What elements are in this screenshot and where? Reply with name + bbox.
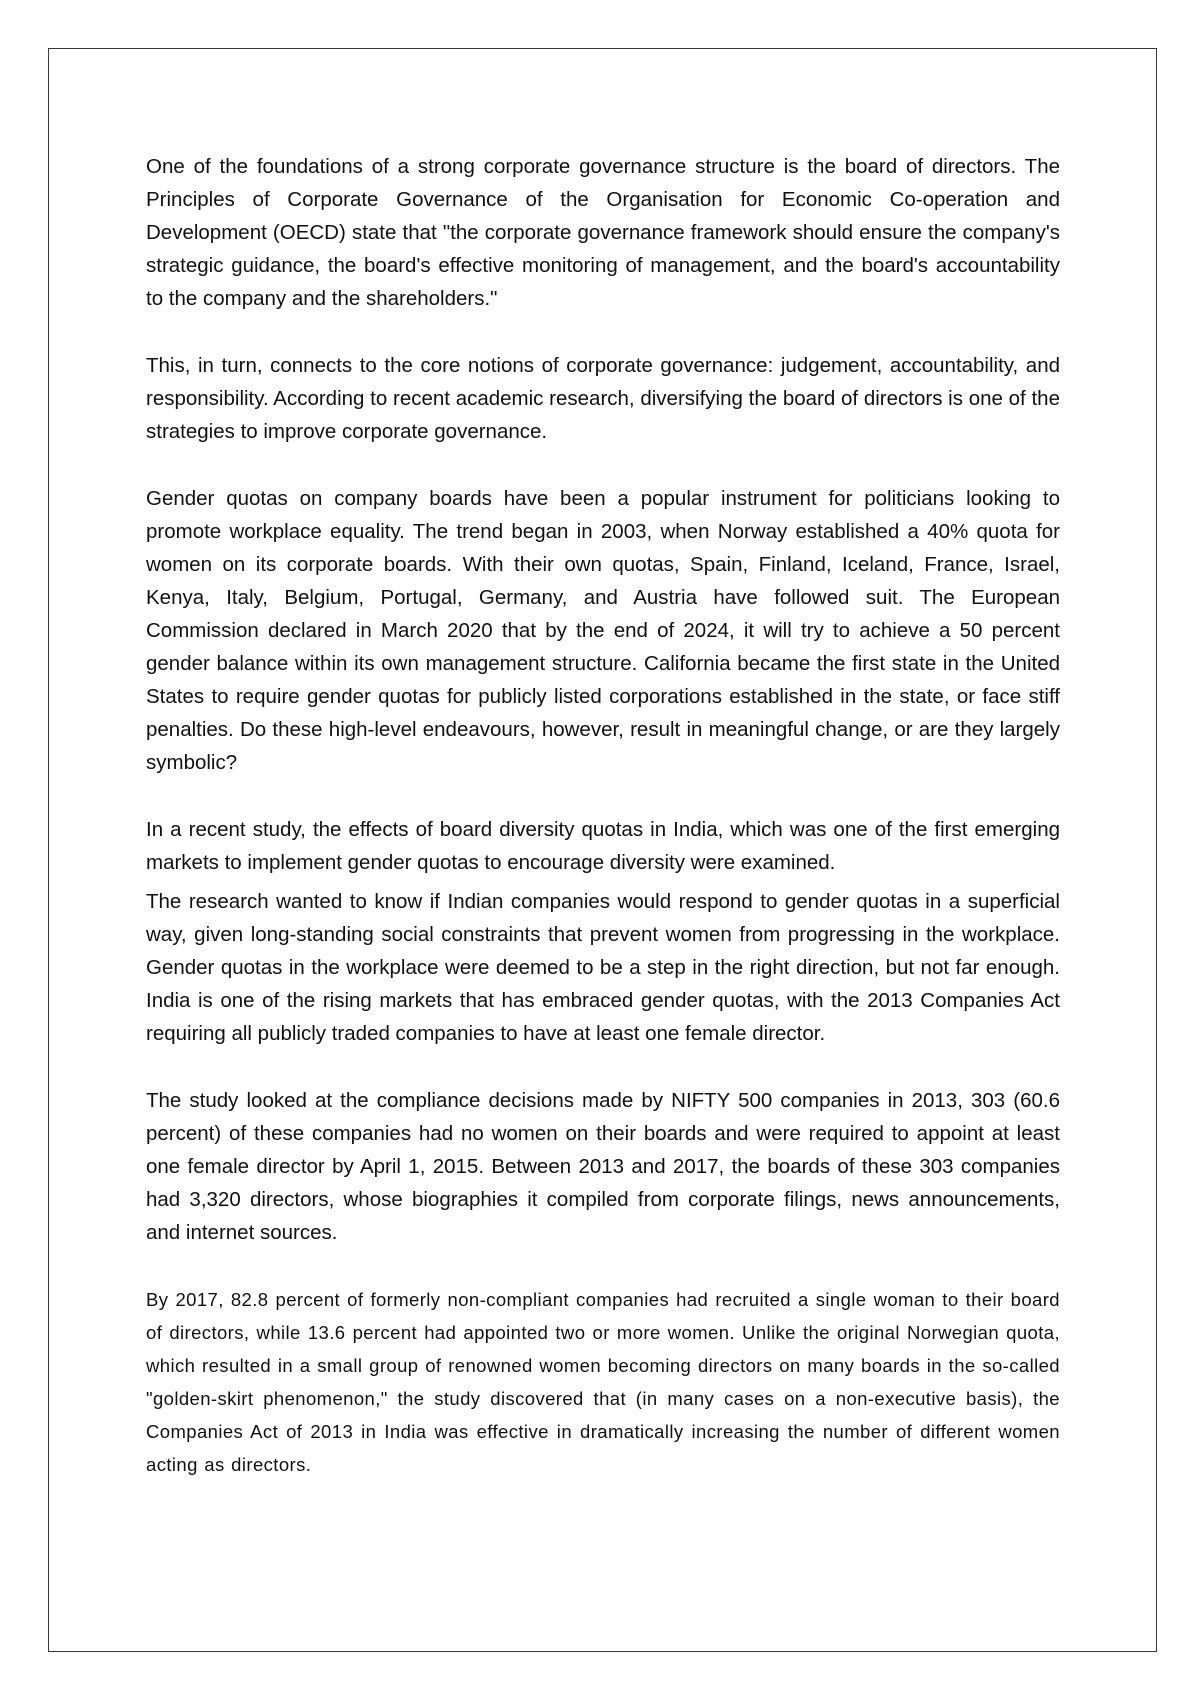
paragraph-gender-quotas: Gender quotas on company boards have been a popular instrument for politicians looking to promote workplace equality. The trend began in 2003, when Norway established a 40% quota for women on its corporate boards. With their own quotas, Spain, Finland, Iceland, France, Israel, Kenya, Italy, Belgium, Portugal, Germany, and Austria have followed suit. The European Commission declared in March 2020 that by the end of 2024, it will try to achieve a 50 percent gender balance within its own management structure. California became the first state in the United States to require gender quotas for publicly listed corporations established in the state, or face stiff penalties. Do these high-level endeavours, however, result in meaningful change, or are they largely symbolic? [146, 487, 1060, 774]
document-body [146, 150, 1060, 1481]
paragraph-results-2017: By 2017, 82.8 percent of formerly non-compliant companies had recruited a single woman to their board of directors, while 13.6 percent had appointed two or more women. Unlike the original Norwegian quota, which resulted in a small group of renowned women becoming directors on many boards in the so-called "golden-skirt phenomenon," the study discovered that (in many cases on a non-executive basis), the Companies Act of 2013 in India was effective in dramatically increasing the number of different women acting as directors. [146, 1289, 1060, 1475]
paragraph-india-study: In a recent study, the effects of board diversity quotas in India, which was one of the first emerging markets to implement gender quotas to encourage diversity were examined. [146, 818, 1060, 874]
paragraph-nifty-500: The study looked at the compliance decisions made by NIFTY 500 companies in 2013, 303 (60.6 percent) of these companies had no women on their boards and were required to appoint at least one female director by April 1, 2015. Between 2013 and 2017, the boards of these 303 companies had 3,320 directors, whose biographies it compiled from corporate filings, news announcements, and internet sources. [146, 1089, 1060, 1244]
paragraph-core-notions: This, in turn, connects to the core notions of corporate governance: judgement, accountability, and responsibility. According to recent academic research, diversifying the board of directors is one of the strategies to improve corporate governance. [146, 354, 1060, 443]
paragraph-research-aims: The research wanted to know if Indian companies would respond to gender quotas in a superficial way, given long-standing social constraints that prevent women from progressing in the workplace. Gender quotas in the workplace were deemed to be a step in the right direction, but not far enough. India is one of the rising markets that has embraced gender quotas, with the 2013 Companies Act requiring all publicly traded companies to have at least one female director. [146, 890, 1060, 1045]
paragraph-board-foundations: One of the foundations of a strong corporate governance structure is the board of directors. The Principles of Corporate Governance of the Organisation for Economic Co-operation and Development (OECD) state that "the corporate governance framework should ensure the company's strategic guidance, the board's effective monitoring of management, and the board's accountability to the company and the shareholders." [146, 155, 1060, 310]
